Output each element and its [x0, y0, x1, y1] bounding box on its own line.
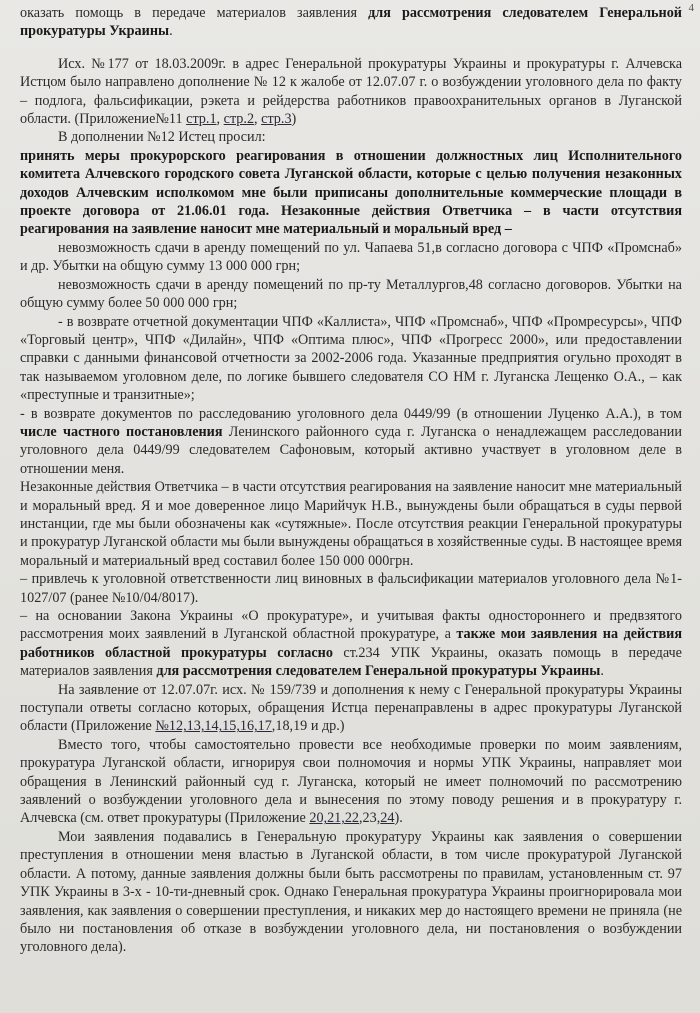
- paragraph-5: невозможность сдачи в аренду помещений по ул. Чапаева 51,в согласно договора с ЧПФ «Промснаб» и др. Убытки на общую сумму 13 000 000 грн;: [20, 239, 682, 275]
- paragraph-1: [20, 4, 682, 41]
- link-appendix-24[interactable]: 24: [380, 810, 395, 827]
- paragraph-13: [20, 736, 682, 828]
- paragraph-4: [20, 147, 682, 239]
- text: ,18,19 и др.): [271, 718, 345, 735]
- text: .: [600, 663, 604, 680]
- text: Вместо того, чтобы самостоятельно провести все необходимые проверки по моим заявлениям, прокуратура Луганской области, игнорируя свои полномочия и нормы УПК Украины, направляет мои обращения в Ленинский районный суд г. Луганска, который не имеет полномочий по рассмотрению заявлений о возбуждении уголовного дела и вынесения по этому поводу решения и в прокуратуру г. Алчевска (см. ответ прокуратуры (Приложение: [20, 736, 682, 827]
- page-number: 4: [688, 2, 694, 14]
- paragraph-10: – привлечь к уголовной ответственности лиц виновных в фальсификации материалов уголовного дела №1-1027/07 (ранее №10/04/8017).: [20, 571, 682, 606]
- bold-text: для рассмотрения следователем Генеральной прокуратуры Украины: [156, 663, 601, 680]
- text: Исх. №177 от 18.03.2009г. в адрес Генеральной прокуратуры Украины и прокуратуры г. Алчевска Истцом было направлено дополнение № 12 к жалобе от 12.07.07 г. о возбуждении уголовного дела по факту – подлога, фальсификации, рэкета и рейдерства работников правоохранительных органов в Луганской области. (Приложение№11: [20, 55, 682, 128]
- link-page-1[interactable]: стр.1: [186, 111, 217, 128]
- text: На заявление от 12.07.07г. исх. № 159/739 и дополнения к нему с Генеральной прокуратуры Украины поступали ответы согласно которых, обращения Истца перенаправлены в адрес прокуратуры Луганской области (Приложение: [20, 681, 682, 735]
- paragraph-11: [20, 607, 682, 681]
- bold-text: для рассмотрения следователем Генеральной прокуратуры Украины: [20, 5, 682, 40]
- paragraph-9: Незаконные действия Ответчика – в части отсутствия реагирования на заявление наносит мне материальный и моральный вред. Я и мое доверенное лицо Марийчук Н.В., вынуждены были обращаться в суды первой инстанции, где мы были обозначены как «сутяжные». После отсутствия реакции Генеральной прокуратуры и прокуратур Луганской области мы были вынуждены обращаться в хозяйственные суды. В настоящее время моральный и материальный вред составил более 150 000 000грн.: [20, 479, 682, 569]
- paragraph-6: невозможность сдачи в аренду помещений по пр-ту Металлургов,48 согласно договоров. Убытки на общую сумму более 50 000 000 грн;: [20, 276, 682, 312]
- paragraph-7: - в возврате отчетной документации ЧПФ «Каллиста», ЧПФ «Промснаб», ЧПФ «Промресурсы», ЧПФ «Торговый центр», ЧПФ «Дилайн», ЧПФ «Оптима плюс», ЧПФ «Прогресс 2000», или предоставлении справки с данными финансовой отчетности за 2002-2006 года. Указанные предприятия огульно проходят в так называемом уголовном деле, по логике бывшего следователя СО НМ г. Луганска Лещенко О.А., – как «преступные и транзитные»;: [20, 313, 682, 404]
- paragraph-2: Исх. №177 от 18.03.2009г. в адрес Генеральной прокуратуры Украины и прокуратуры г. Алчевска Истцом было направлено дополнение № 12 к жалобе от 12.07.07 г. о возбуждении уголовного дела по факту – подлога, фальсификации, рэкета и рейдерства работников правоохранительных органов в Луганской области. (Приложение№11 стр.1, стр.2, стр.3): [20, 55, 682, 128]
- text: ,23,: [359, 810, 381, 827]
- document-body: [20, 4, 682, 957]
- bold-text: числе частного постановления: [20, 423, 223, 440]
- link-page-2[interactable]: стр.2: [223, 111, 255, 128]
- link-appendix-12-17[interactable]: №12,13,14,15,16,17: [155, 718, 272, 735]
- bold-text: также мои заявления на действия работников областной прокуратуры согласно: [20, 626, 682, 661]
- text: .: [169, 23, 173, 40]
- link-page-3[interactable]: стр.3: [261, 111, 292, 128]
- paragraph-14: Мои заявления подавались в Генеральную прокуратуру Украины как заявления о совершении преступления в отношении меня властью в Луганской области, в том числе прокуратурой Луганской области. А потому, данные заявления должны были быть рассмотрены по правилам, установленным ст. 97 УПК Украины в 3-х - 10-ти-дневный срок. Однако Генеральная прокуратура Украины проигнорировала мои заявления, как заявления о совершении преступления, и никаких мер до настоящего времени не приняла (не было ни постановления об отказе в возбуждении уголовного дела, ни постановления о возбуждении уголовного дела).: [20, 828, 682, 956]
- paragraph-12: [20, 681, 682, 736]
- link-appendix-20-22[interactable]: 20,21,22: [309, 810, 359, 827]
- text: ): [291, 111, 297, 128]
- bold-text: принять меры прокурорского реагирования в отношении должностных лиц Исполнительного комитета Алчевского городского совета Луганской области, которые с целью получения незаконных доходов Алчевским исполкомом мне были приписаны дополнительные коммерческие площади в проекте договора от 21.06.01 года. Незаконные действия Ответчика – в части отсутствия реагирования на заявление наносит мне материальный и моральный вред –: [20, 147, 682, 238]
- paragraph-8: [20, 405, 682, 479]
- text: ст.234 УПК Украины, оказать помощь в передаче материалов заявления: [20, 644, 682, 680]
- paragraph-3: В дополнении №12 Истец просил:: [58, 129, 266, 146]
- text: - в возврате документов по расследованию уголовного дела 0449/99 (в отношении Луценко А.А.), в том: [20, 405, 682, 422]
- text: оказать помощь в передаче материалов заявления: [20, 5, 369, 21]
- text: – на основании Закона Украины «О прокуратуре», и учитывая факты одностороннего и предвзятого рассмотрения моих заявлений в Луганской областной прокуратуре, а: [20, 608, 682, 643]
- text: ).: [394, 810, 403, 827]
- text: Ленинского районного суда г. Луганска о ненадлежащем расследовании уголовного дела 0449/99 следователем Сафоновым, который активно участвует в уголовном деле в отношении меня.: [20, 423, 682, 477]
